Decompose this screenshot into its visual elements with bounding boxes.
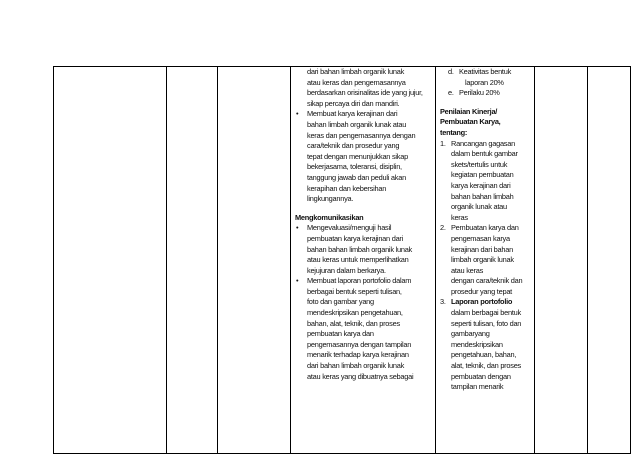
text-line: Perilaku 20% bbox=[459, 88, 500, 98]
cell-learning-source bbox=[588, 67, 631, 454]
activities-intro bbox=[295, 67, 431, 109]
text-line: dari bahan limbah organik lunak bbox=[307, 361, 405, 371]
text-line: bekerjasama, toleransi, disiplin, bbox=[307, 162, 402, 172]
section-heading: Mengkomunikasikan bbox=[295, 212, 364, 222]
text-line: bahan limbah organik lunak atau bbox=[307, 119, 407, 129]
text-line: mendeskripsikan bbox=[451, 339, 503, 349]
text-line: Rancangan gagasan bbox=[451, 138, 515, 148]
text-line: tampilan menarik bbox=[451, 382, 504, 392]
cell-assessment bbox=[436, 67, 535, 454]
text-line: tepat dengan menunjukkan sikap bbox=[307, 151, 408, 161]
text-line: kejujuran dalam berkarya. bbox=[307, 265, 386, 275]
cell-competency bbox=[54, 67, 167, 454]
bullet-dot-icon: • bbox=[296, 276, 299, 286]
text-line: kerajinan dari bahan bbox=[451, 244, 513, 254]
text-line: pembuatan karya dan bbox=[307, 329, 374, 339]
text-line: pembuatan dengan bbox=[451, 371, 511, 381]
text-line: bahan, alat, teknik, dan proses bbox=[307, 318, 400, 328]
list-item bbox=[440, 139, 532, 224]
bullet-item bbox=[295, 276, 431, 382]
lesson-plan-table bbox=[53, 66, 631, 454]
text-line: dalam berbagai bentuk bbox=[451, 308, 521, 318]
text-line: kegiatan pembuatan bbox=[451, 170, 514, 180]
list-item-title: Laporan portofolio bbox=[451, 297, 513, 307]
text-line: lingkungannya. bbox=[307, 194, 354, 204]
text-line: pengetahuan, bahan, bbox=[451, 350, 517, 360]
text-line: dalam bentuk gambar bbox=[451, 149, 518, 159]
cell-material bbox=[218, 67, 291, 454]
list-item bbox=[440, 223, 532, 297]
cell-time-allocation bbox=[535, 67, 588, 454]
text-line: atau keras dan pengemasannya bbox=[307, 77, 406, 87]
text-line: Keativitas bentuk bbox=[459, 67, 512, 76]
text-line: menarik terhadap karya kerajinan bbox=[307, 350, 409, 360]
text-line: tanggung jawab dan peduli akan bbox=[307, 172, 406, 182]
list-item bbox=[440, 88, 532, 99]
text-line: pengemasannya dengan tampilan bbox=[307, 339, 412, 349]
list-marker: d. bbox=[448, 67, 454, 76]
bullet-dot-icon: • bbox=[296, 223, 299, 233]
text-line: dari bahan limbah organik lunak bbox=[307, 67, 405, 76]
text-line: berdasarkan orisinalitas ide yang jujur, bbox=[307, 88, 423, 98]
text-line: skets/tertulis untuk bbox=[451, 159, 508, 169]
text-line: seperti tulisan, foto dan bbox=[451, 318, 522, 328]
text-line: Membuat karya kerajinan dari bbox=[307, 109, 398, 119]
list-marker: 3. bbox=[440, 297, 446, 307]
text-line: mendeskripsikan pengetahuan, bbox=[307, 308, 403, 318]
text-line: Pembuatan Karya, bbox=[440, 117, 501, 127]
text-line: Pembuatan karya dan bbox=[451, 223, 519, 233]
text-line: cara/teknik dan prosedur yang bbox=[307, 141, 400, 151]
text-line: keras bbox=[451, 212, 468, 222]
text-line: pembuatan karya kerajinan dari bbox=[307, 233, 404, 243]
text-line: sikap percaya diri dan mandiri. bbox=[307, 98, 400, 108]
text-line: prosedur yang tepat bbox=[451, 286, 512, 296]
text-line: Membuat laporan portofolio dalam bbox=[307, 276, 412, 286]
bullet-dot-icon: • bbox=[296, 109, 299, 119]
list-marker: 1. bbox=[440, 138, 446, 148]
list-item bbox=[440, 67, 532, 88]
text-line: tentang: bbox=[440, 127, 468, 137]
text-line: atau keras untuk memperlihatkan bbox=[307, 255, 409, 265]
text-line: berbagai bentuk seperti tulisan, bbox=[307, 286, 402, 296]
text-line: Mengevaluasi/menguji hasil bbox=[307, 223, 392, 233]
text-line: atau keras yang dibuatnya sebagai bbox=[307, 371, 414, 381]
text-line: laporan 20% bbox=[465, 77, 504, 87]
cell-learning-activities bbox=[291, 67, 436, 454]
list-marker: 2. bbox=[440, 223, 446, 233]
text-line: Penilaian Kinerja/ bbox=[440, 106, 498, 116]
text-line: keras dan pengemasannya dengan bbox=[307, 130, 416, 140]
text-line: bahan bahan limbah organik lunak bbox=[307, 244, 412, 254]
list-marker: e. bbox=[448, 88, 454, 98]
text-line: atau keras bbox=[451, 265, 484, 275]
text-line: alat, teknik, dan proses bbox=[451, 361, 522, 371]
bullet-item bbox=[295, 223, 431, 276]
bullet-item bbox=[295, 109, 431, 204]
text-line: bahan bahan limbah bbox=[451, 191, 514, 201]
cell-indicator bbox=[167, 67, 218, 454]
text-line: pengemasan karya bbox=[451, 233, 510, 243]
list-item bbox=[440, 297, 532, 392]
text-line: gambaryang bbox=[451, 329, 490, 339]
text-line: dengan cara/teknik dan bbox=[451, 276, 523, 286]
text-line: karya kerajinan dari bbox=[451, 180, 511, 190]
text-line: foto dan gambar yang bbox=[307, 297, 374, 307]
table-row bbox=[54, 67, 631, 454]
text-line: kerapihan dan kebersihan bbox=[307, 183, 387, 193]
text-line: limbah organik lunak bbox=[451, 255, 514, 265]
text-line: organik lunak atau bbox=[451, 202, 507, 212]
assessment-heading bbox=[440, 107, 532, 139]
